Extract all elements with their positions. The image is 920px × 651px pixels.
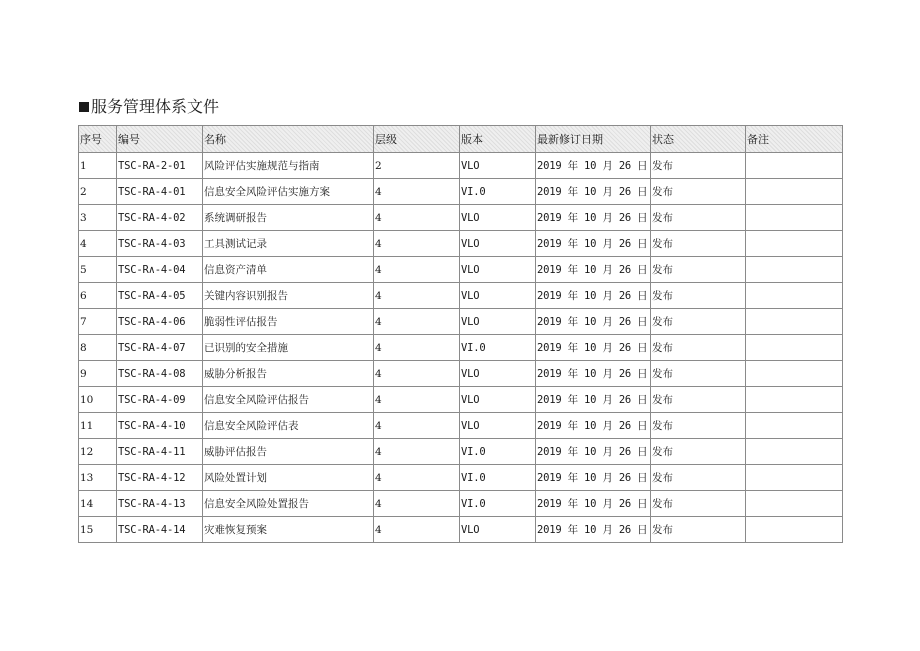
- cell-status: 发布: [651, 361, 746, 387]
- cell-code: TSC-RA-4-14: [117, 517, 203, 543]
- cell-level: 4: [374, 387, 460, 413]
- table-body: [79, 153, 843, 543]
- table-row: [79, 257, 843, 283]
- cell-status: 发布: [651, 283, 746, 309]
- cell-level: 4: [374, 517, 460, 543]
- cell-level: 4: [374, 491, 460, 517]
- cell-index: 3: [79, 205, 117, 231]
- cell-remarks: [746, 465, 843, 491]
- table-row: [79, 387, 843, 413]
- cell-remarks: [746, 517, 843, 543]
- cell-index: 4: [79, 231, 117, 257]
- cell-level: 2: [374, 153, 460, 179]
- cell-code: TSC-RA-4-09: [117, 387, 203, 413]
- cell-code: TSC-RA-4-01: [117, 179, 203, 205]
- cell-revision-date: 2019 年 10 月 26 日: [536, 335, 651, 361]
- cell-version: VLO: [460, 413, 536, 439]
- section-heading: [79, 97, 219, 117]
- cell-code: TSC-RA-4-02: [117, 205, 203, 231]
- cell-version: VLO: [460, 231, 536, 257]
- cell-revision-date: 2019 年 10 月 26 日: [536, 153, 651, 179]
- cell-revision-date: 2019 年 10 月 26 日: [536, 309, 651, 335]
- column-header-code: 编号: [117, 126, 203, 153]
- column-header-status: 状态: [651, 126, 746, 153]
- cell-version: VLO: [460, 153, 536, 179]
- cell-version: VI.0: [460, 179, 536, 205]
- cell-index: 5: [79, 257, 117, 283]
- cell-code: TSC-RA-2-01: [117, 153, 203, 179]
- column-header-index: 序号: [79, 126, 117, 153]
- cell-status: 发布: [651, 335, 746, 361]
- table-row: [79, 335, 843, 361]
- column-header-name: 名称: [203, 126, 374, 153]
- cell-revision-date: 2019 年 10 月 26 日: [536, 257, 651, 283]
- cell-code: TSC-RA-4-12: [117, 465, 203, 491]
- cell-index: 12: [79, 439, 117, 465]
- cell-remarks: [746, 179, 843, 205]
- table-row: [79, 231, 843, 257]
- cell-index: 13: [79, 465, 117, 491]
- table-row: [79, 283, 843, 309]
- column-header-version: 版本: [460, 126, 536, 153]
- table-row: [79, 491, 843, 517]
- cell-status: 发布: [651, 491, 746, 517]
- cell-name: 系统调研报告: [203, 205, 374, 231]
- cell-remarks: [746, 335, 843, 361]
- table-row: [79, 179, 843, 205]
- cell-name: 信息安全风险处置报告: [203, 491, 374, 517]
- column-header-revision-date: 最新修订日期: [536, 126, 651, 153]
- cell-status: 发布: [651, 179, 746, 205]
- table-row: [79, 439, 843, 465]
- cell-remarks: [746, 491, 843, 517]
- cell-level: 4: [374, 205, 460, 231]
- cell-name: 威胁评估报告: [203, 439, 374, 465]
- cell-version: VLO: [460, 257, 536, 283]
- cell-level: 4: [374, 439, 460, 465]
- cell-revision-date: 2019 年 10 月 26 日: [536, 491, 651, 517]
- cell-version: VLO: [460, 387, 536, 413]
- column-header-level: 层级: [374, 126, 460, 153]
- cell-level: 4: [374, 283, 460, 309]
- cell-version: VI.0: [460, 439, 536, 465]
- cell-remarks: [746, 283, 843, 309]
- cell-remarks: [746, 413, 843, 439]
- cell-code: TSC-RA-4-08: [117, 361, 203, 387]
- cell-index: 10: [79, 387, 117, 413]
- cell-remarks: [746, 387, 843, 413]
- cell-code: TSC-RA-4-06: [117, 309, 203, 335]
- cell-remarks: [746, 257, 843, 283]
- cell-level: 4: [374, 361, 460, 387]
- cell-status: 发布: [651, 205, 746, 231]
- cell-name: 关键内容识别报告: [203, 283, 374, 309]
- section-title: 服务管理体系文件: [91, 97, 220, 116]
- cell-name: 威胁分析报告: [203, 361, 374, 387]
- cell-level: 4: [374, 465, 460, 491]
- table-row: [79, 517, 843, 543]
- cell-version: VLO: [460, 309, 536, 335]
- cell-status: 发布: [651, 413, 746, 439]
- cell-code: TSC-RA-4-11: [117, 439, 203, 465]
- table-row: [79, 153, 843, 179]
- cell-level: 4: [374, 309, 460, 335]
- cell-level: 4: [374, 335, 460, 361]
- cell-remarks: [746, 205, 843, 231]
- cell-index: 14: [79, 491, 117, 517]
- cell-status: 发布: [651, 309, 746, 335]
- cell-name: 脆弱性评估报告: [203, 309, 374, 335]
- cell-remarks: [746, 231, 843, 257]
- cell-index: 7: [79, 309, 117, 335]
- cell-code: TSC-RA-4-05: [117, 283, 203, 309]
- cell-status: 发布: [651, 517, 746, 543]
- cell-name: 信息安全风险评估报告: [203, 387, 374, 413]
- cell-status: 发布: [651, 153, 746, 179]
- table-header-row: [79, 126, 843, 153]
- cell-index: 15: [79, 517, 117, 543]
- cell-version: VLO: [460, 517, 536, 543]
- cell-revision-date: 2019 年 10 月 26 日: [536, 205, 651, 231]
- cell-status: 发布: [651, 231, 746, 257]
- cell-status: 发布: [651, 257, 746, 283]
- column-header-remarks: 备注: [746, 126, 843, 153]
- cell-remarks: [746, 439, 843, 465]
- cell-version: VI.0: [460, 491, 536, 517]
- cell-name: 信息安全风险评估表: [203, 413, 374, 439]
- cell-code: TSC-RA-4-07: [117, 335, 203, 361]
- cell-index: 11: [79, 413, 117, 439]
- table-row: [79, 413, 843, 439]
- cell-code: TSC-RA-4-10: [117, 413, 203, 439]
- cell-version: VI.0: [460, 465, 536, 491]
- cell-name: 已识别的安全措施: [203, 335, 374, 361]
- cell-name: 风险评估实施规范与指南: [203, 153, 374, 179]
- cell-version: VI.0: [460, 335, 536, 361]
- cell-version: VLO: [460, 283, 536, 309]
- cell-revision-date: 2019 年 10 月 26 日: [536, 413, 651, 439]
- cell-status: 发布: [651, 439, 746, 465]
- cell-revision-date: 2019 年 10 月 26 日: [536, 283, 651, 309]
- cell-code: TSC-RA-4-03: [117, 231, 203, 257]
- cell-level: 4: [374, 257, 460, 283]
- cell-version: VLO: [460, 361, 536, 387]
- cell-index: 6: [79, 283, 117, 309]
- cell-level: 4: [374, 231, 460, 257]
- cell-revision-date: 2019 年 10 月 26 日: [536, 231, 651, 257]
- cell-status: 发布: [651, 387, 746, 413]
- cell-code: TSC-R∧-4-04: [117, 257, 203, 283]
- document-list-table: [78, 125, 843, 543]
- cell-name: 信息安全风险评估实施方案: [203, 179, 374, 205]
- cell-index: 2: [79, 179, 117, 205]
- cell-index: 1: [79, 153, 117, 179]
- table-row: [79, 205, 843, 231]
- cell-level: 4: [374, 179, 460, 205]
- cell-name: 信息资产清单: [203, 257, 374, 283]
- cell-revision-date: 2019 年 10 月 26 日: [536, 517, 651, 543]
- cell-index: 8: [79, 335, 117, 361]
- cell-revision-date: 2019 年 10 月 26 日: [536, 387, 651, 413]
- cell-revision-date: 2019 年 10 月 26 日: [536, 465, 651, 491]
- table-row: [79, 309, 843, 335]
- table-row: [79, 361, 843, 387]
- cell-remarks: [746, 309, 843, 335]
- cell-remarks: [746, 153, 843, 179]
- cell-name: 工具测试记录: [203, 231, 374, 257]
- cell-revision-date: 2019 年 10 月 26 日: [536, 439, 651, 465]
- cell-code: TSC-RA-4-13: [117, 491, 203, 517]
- cell-revision-date: 2019 年 10 月 26 日: [536, 361, 651, 387]
- cell-status: 发布: [651, 465, 746, 491]
- table-row: [79, 465, 843, 491]
- cell-level: 4: [374, 413, 460, 439]
- cell-revision-date: 2019 年 10 月 26 日: [536, 179, 651, 205]
- square-bullet-icon: [79, 102, 89, 112]
- cell-remarks: [746, 361, 843, 387]
- cell-index: 9: [79, 361, 117, 387]
- cell-name: 灾难恢复预案: [203, 517, 374, 543]
- cell-name: 风险处置计划: [203, 465, 374, 491]
- cell-version: VLO: [460, 205, 536, 231]
